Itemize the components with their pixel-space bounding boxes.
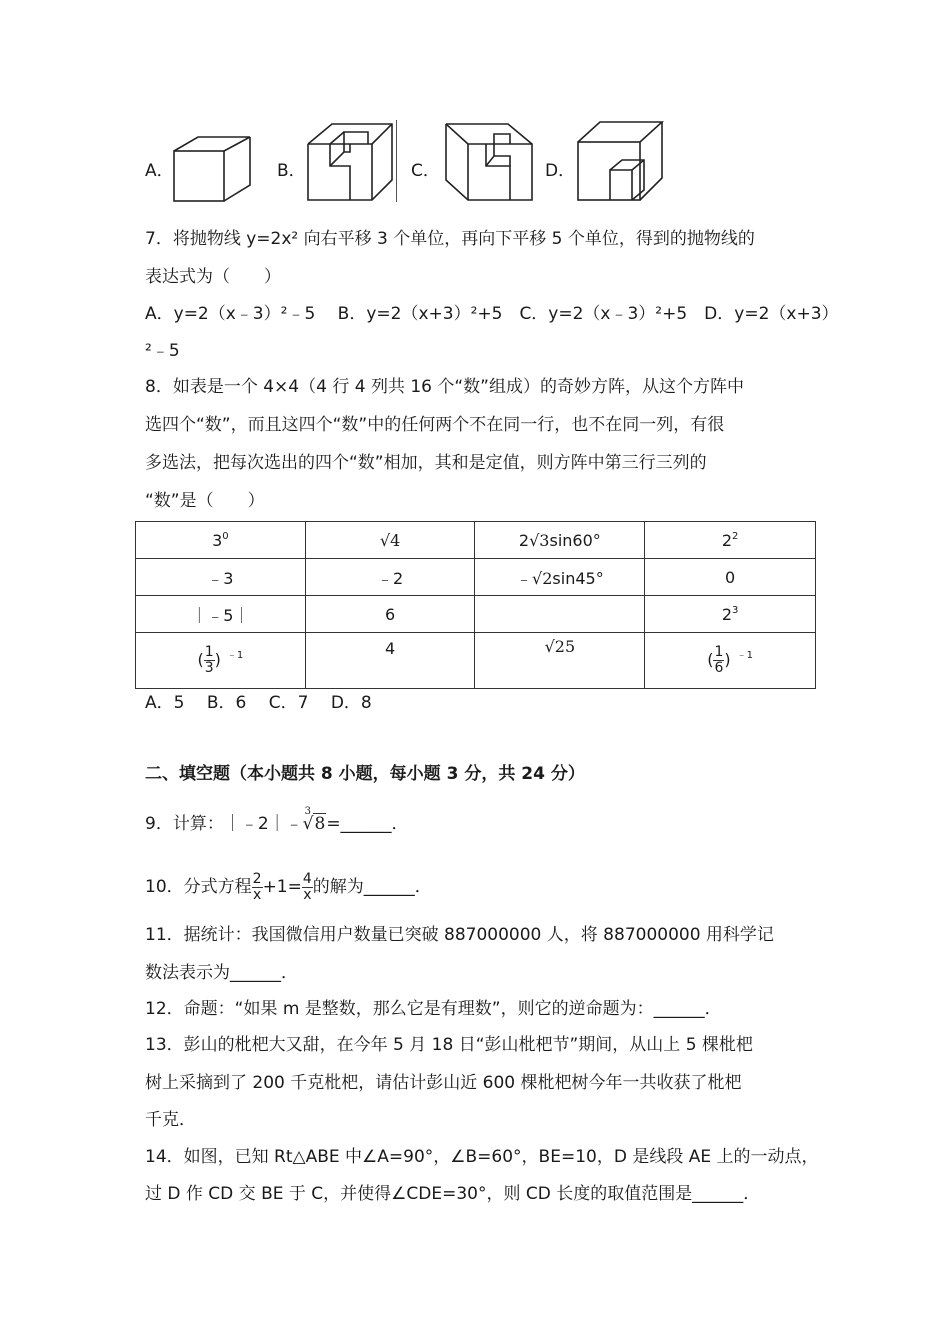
- q12: 12．命题：“如果 m 是整数，那么它是有理数”，则它的逆命题为：______．: [145, 999, 722, 1019]
- q9: 9．计算：｜﹣2｜﹣ 3 √8=______．: [145, 806, 409, 834]
- q7-line-2: 表达式为（ ）: [145, 267, 281, 287]
- section-heading: 二、填空题（本小题共 8 小题，每小题 3 分，共 24 分）: [145, 764, 585, 784]
- sqrt-expression: √4: [379, 530, 401, 550]
- table-cell: $3^0$: [136, 522, 306, 559]
- q6-option-d-label: D．: [545, 161, 576, 181]
- table-cell: $2^3$: [645, 596, 816, 633]
- table-cell: 0: [645, 559, 816, 596]
- q8-options: A．5 B．6 C．7 D．8: [145, 693, 372, 713]
- q6-option-a-label: A．: [145, 161, 174, 181]
- table-cell: [475, 596, 645, 633]
- table-cell: ｜﹣5｜: [136, 596, 306, 633]
- q14-line-1: 14．如图，已知 Rt△ABE 中∠A=90°，∠B=60°，BE=10，D 是线段 AE 上的一动点，: [145, 1147, 819, 1167]
- q6-option-b-label: B．: [277, 161, 306, 181]
- table-cell: [305, 522, 475, 559]
- q11-line-1: 11．据统计：我国微信用户数量已突破 887000000 人，将 887000000 用科学记: [145, 925, 774, 945]
- q8-line-2: 选四个“数”，而且这四个“数”中的任何两个不在同一行，也不在同一列，有很: [145, 415, 725, 435]
- q7-options-line-2: ²﹣5: [145, 341, 180, 361]
- q6-figure-d: [576, 120, 664, 202]
- q13-line-2: 树上采摘到了 200 千克枇杷，请估计彭山近 600 棵枇杷树今年一共收获了枇杷: [145, 1073, 742, 1093]
- table-cell: 6: [305, 596, 475, 633]
- q13-line-1: 13．彭山的枇杷大又甜，在今年 5 月 18 日“彭山枇杷节”期间，从山上 5 棵枇杷: [145, 1035, 753, 1055]
- q7-line-1: 7．将抛物线 y=2x² 向右平移 3 个单位，再向下平移 5 个单位，得到的抛物线的: [145, 229, 755, 249]
- table-row: [136, 633, 816, 689]
- q8-line-3: 多选法，把每次选出的四个“数”相加，其和是定值，则方阵中第三行三列的: [145, 453, 707, 473]
- table-cell: √25: [475, 633, 645, 689]
- q6-figure-b: [306, 122, 394, 202]
- table-cell: ( $\frac{1}{6}$ ) $^{﹣1}$: [645, 633, 816, 689]
- table-cell: ﹣2: [305, 559, 475, 596]
- table-cell: ( $\frac{1}{3}$ ) $^{﹣1}$: [136, 633, 306, 689]
- table-cell: 4: [305, 633, 475, 689]
- q7-options-line-1: A．y=2（x﹣3）²﹣5 B．y=2（x+3）²+5 C．y=2（x﹣3）²+5 D．y=2（x+3）: [145, 304, 839, 324]
- q10: 10．分式方程 $\frac{2}{x}$ +1= $\frac{4}{x}$ 的解为______．: [145, 870, 432, 903]
- table-row: [136, 596, 816, 633]
- q8-line-1: 8．如表是一个 4×4（4 行 4 列共 16 个“数”组成）的奇妙方阵，从这个方阵中: [145, 377, 744, 397]
- magic-square-table: [135, 521, 816, 689]
- q8-line-4: “数”是（ ）: [145, 491, 265, 511]
- q13-line-3: 千克．: [145, 1110, 196, 1130]
- q6-option-c-label: C．: [411, 161, 440, 181]
- q11-line-2: 数法表示为______．: [145, 963, 298, 983]
- q6-figure-a: [172, 135, 252, 203]
- table-row: [136, 522, 816, 559]
- table-cell: ﹣3: [136, 559, 306, 596]
- table-cell: $2^2$: [645, 522, 816, 559]
- table-cell: 2√3sin60°: [475, 522, 645, 559]
- table-row: [136, 559, 816, 596]
- table-cell: ﹣√2sin45°: [475, 559, 645, 596]
- q6-figure-c: [444, 122, 536, 202]
- divider: [396, 120, 397, 202]
- q14-line-2: 过 D 作 CD 交 BE 于 C，并使得∠CDE=30°，则 CD 长度的取值范围是______．: [145, 1184, 761, 1204]
